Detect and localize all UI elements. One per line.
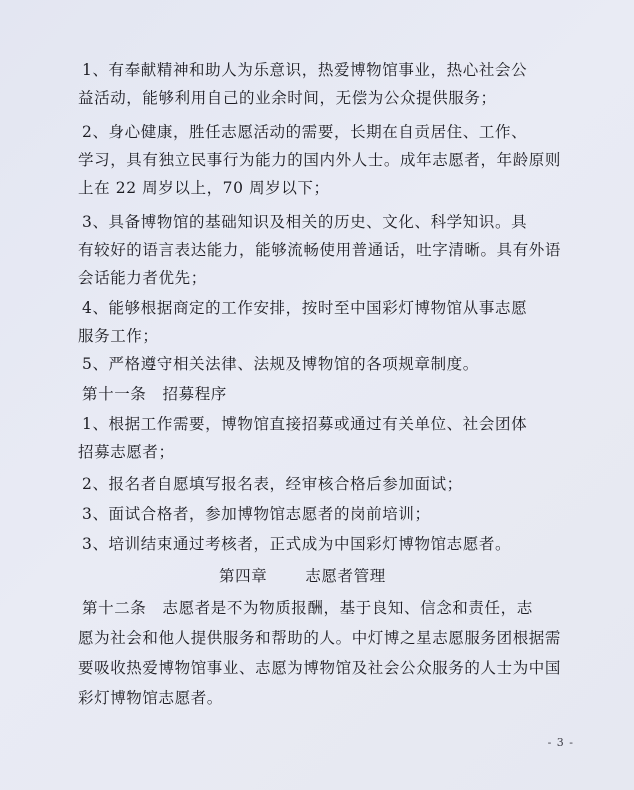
article-heading: 第十一条 招募程序 bbox=[82, 385, 227, 403]
paragraph-line: 会话能力者优先； bbox=[78, 269, 207, 287]
paragraph-line: 3、具备博物馆的基础知识及相关的历史、文化、科学知识。具 bbox=[82, 213, 528, 231]
paragraph-line: 5、严格遵守相关法律、法规及博物馆的各项规章制度。 bbox=[82, 355, 479, 373]
article-line: 愿为社会和他人提供服务和帮助的人。中灯博之星志愿服务团根据需 bbox=[78, 629, 562, 647]
paragraph-line: 益活动，能够利用自己的业余时间，无偿为公众提供服务； bbox=[78, 89, 497, 107]
paragraph-line: 4、能够根据商定的工作安排，按时至中国彩灯博物馆从事志愿 bbox=[82, 299, 528, 317]
paragraph-line: 3、培训结束通过考核者，正式成为中国彩灯博物馆志愿者。 bbox=[82, 535, 512, 553]
chapter-title: 志愿者管理 bbox=[305, 567, 386, 585]
paragraph-line: 上在 22 周岁以上，70 周岁以下； bbox=[78, 179, 330, 197]
paragraph-line: 1、根据工作需要，博物馆直接招募或通过有关单位、社会团体 bbox=[82, 415, 528, 433]
paragraph-line: 招募志愿者； bbox=[78, 443, 175, 461]
paragraph-line: 学习，具有独立民事行为能力的国内外人士。成年志愿者，年龄原则 bbox=[78, 151, 562, 169]
paragraph-line: 2、身心健康，胜任志愿活动的需要，长期在自贡居住、工作、 bbox=[82, 123, 528, 141]
paragraph-line: 2、报名者自愿填写报名表，经审核合格后参加面试； bbox=[82, 475, 463, 493]
article-line: 第十二条 志愿者是不为物质报酬，基于良知、信念和责任，志 bbox=[82, 599, 533, 617]
chapter-number: 第四章 bbox=[219, 567, 268, 585]
paragraph-line: 服务工作； bbox=[78, 327, 159, 345]
paragraph-line: 有较好的语言表达能力，能够流畅使用普通话，吐字清晰。具有外语 bbox=[78, 241, 562, 259]
chapter-heading bbox=[219, 566, 386, 586]
article-line: 要吸收热爱博物馆事业、志愿为博物馆及社会公众服务的人士为中国 bbox=[78, 659, 562, 677]
page-number: - 3 - bbox=[547, 736, 574, 749]
article-line: 彩灯博物馆志愿者。 bbox=[78, 689, 223, 707]
paragraph-line: 1、有奉献精神和助人为乐意识，热爱博物馆事业，热心社会公 bbox=[82, 61, 528, 79]
paragraph-line: 3、面试合格者，参加博物馆志愿者的岗前培训； bbox=[82, 505, 431, 523]
